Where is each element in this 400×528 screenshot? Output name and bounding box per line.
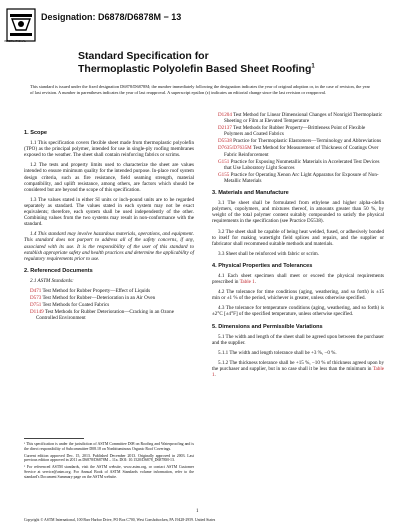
table-1-link[interactable]: Table 1 <box>239 279 255 286</box>
reference-code-link[interactable]: D1149 <box>30 309 44 316</box>
section-4-title: 4. Physical Properties and Tolerances <box>212 262 313 269</box>
reference-text: Test Method for Rubber—Deterioration in an Air Oven <box>42 295 156 302</box>
right-column <box>212 112 384 382</box>
reference-text: Test Method for Measurement of Thickness of Coatings Over Fabric Reinforcement <box>224 145 379 158</box>
section-5-title: 5. Dimensions and Permissible Variations <box>212 323 323 330</box>
reference-code-link[interactable]: D5538 <box>218 138 232 145</box>
paragraph-4-3: 4.3 The tolerance for temperature conditions (aging, weathering, and so forth) is ±2°C [±4°F] of the specified temperature, unless otherwise specified. <box>212 305 384 318</box>
astm-logo-icon <box>6 8 36 42</box>
paragraph-5-1-2-end: . <box>214 372 216 379</box>
paragraph-2-1: 2.1 ASTM Standards: <box>30 277 74 284</box>
reference-item[interactable] <box>218 159 384 171</box>
footnotes <box>24 442 194 482</box>
title-text: Thermoplastic Polyolefin Based Sheet Roofing <box>78 63 312 75</box>
copyright-line: Copyright © ASTM International, 100 Barr Harbor Drive, PO Box C700, West Conshohocken, PA 19428-2959. United States <box>24 518 216 522</box>
reference-text: Practice for Exposing Nonmetallic Materials in Accelerated Test Devices that Use Laboratory Light Sources <box>224 158 380 171</box>
reference-text: Test Methods for Coated Fabrics <box>42 302 110 309</box>
reference-text: Practice for Operating Xenon Arc Light Apparatus for Exposure of Non-Metallic Materials <box>224 171 379 184</box>
reference-text: Practice for Thermoplastic Elastomers—Terminology and Abbreviations <box>233 138 382 145</box>
reference-code-link[interactable]: D1204 <box>218 112 232 118</box>
paragraph-1-2: 1.2 The tests and property limits used to characterize the sheet are values intended to ensure minimum quality for the intended purpose. In-place roof system design criteria, such as fire resistance, field seaming strength, material compatibility, and uplift resistance, among others, are factors which should be considered but are beyond the scope of this specification. <box>24 162 194 193</box>
reference-code-link[interactable]: D2137 <box>218 125 232 132</box>
section-2-title: 2. Referenced Documents <box>24 267 93 274</box>
footnote-1b: Current edition approved Dec. 15, 2013. Published December 2013. Originally approved in 2003. Last previous edition approved in 2011 as D6878/D6878M – 11a. DOI: 10.1520/D6878_D6878M-13. <box>24 453 194 463</box>
paragraph-5-1-1: 5.1.1 The width and length tolerance shall be +3 %, −0 %. <box>218 349 337 356</box>
reference-text: Test Method for Rubber Property—Effect of Liquids <box>42 287 151 294</box>
reference-text: Test Methods for Rubber Property—Brittleness Point of Flexible Polymers and Coated Fabrics <box>224 125 366 138</box>
title-footnote-mark: 1 <box>311 63 315 70</box>
reference-item[interactable] <box>218 138 384 144</box>
paragraph-1-3: 1.3 The values stated in either SI units or inch-pound units are to be regarded separately as standard. The values stated in each system may not be exact equivalents; therefore, each system shall be used independently of the other. Combining values from the two systems may result in non-conformance with the standard. <box>24 196 194 228</box>
left-column <box>24 124 194 322</box>
reference-code-link[interactable]: D7635/D7635M <box>218 145 252 152</box>
reference-item[interactable] <box>218 172 384 184</box>
paragraph-4-2: 4.2 The tolerance for time conditions (aging, weathering, and so forth) is ±15 min or ±1 % of the period, whichever is greater, unless otherwise specified. <box>212 289 384 302</box>
title-line-2 <box>78 63 315 75</box>
reference-item[interactable] <box>30 302 194 308</box>
paragraph-3-1: 3.1 The sheet shall be formulated from ethylene and higher alpha-olefin polymers, copolymers, and mixtures thereof, in amounts greater than 50 %, by weight of the total polymer content suitably compounded to satisfy the physical requirements in the specification (see Practice D5538). <box>212 200 384 225</box>
issuance-note: This standard is issued under the fixed designation D6878/D6878M; the number immediately following the designation indicates the year of original adoption or, in the case of revision, the year of last revision. A number in parentheses indicates the year of last reapproval. A superscript epsilon (ε) indicates an editorial change since the last revision or reapproval. <box>30 84 370 95</box>
paragraph-1-4: 1.4 This standard may involve hazardous materials, operations, and equipment. This standard does not purport to address all of the safety concerns, if any, associated with its use. It is the responsibility of the user of this standard to establish appropriate safety and health practices and determine the applicability of regulatory requirements prior to use. <box>24 231 194 262</box>
paragraph-3-3: 3.3 Sheet shall be reinforced with fabric or scrim. <box>218 250 319 257</box>
reference-item[interactable] <box>218 125 384 137</box>
footnote-2: ² For referenced ASTM standards, visit the ASTM website, www.astm.org, or contact ASTM Customer Service at service@astm.org. For Annual Book of ASTM Standards volume information, refer to the standard's Document Summary page on the ASTM website. <box>24 465 194 479</box>
paragraph-5-1-2-text: 5.1.2 The thickness tolerance shall be +15 %, −10 % of thickness agreed upon by the purchaser and supplier, but in no case shall it be less than the minimum in <box>212 359 384 372</box>
logo-caption: INTERNATIONAL <box>4 40 26 43</box>
reference-item[interactable] <box>30 288 194 294</box>
reference-item[interactable] <box>30 309 194 321</box>
footnote-divider <box>24 438 84 439</box>
page-number: 1 <box>196 509 199 514</box>
reference-item[interactable] <box>218 145 384 157</box>
reference-item[interactable] <box>218 112 384 124</box>
table-1-link[interactable]: Table 1 <box>212 366 384 379</box>
paragraph-1-1: 1.1 This specification covers flexible sheet made from thermoplastic polyolefin (TPO) as the principal polymer, intended for use in single-ply roofing membranes exposed to the weather. The sheet shall contain reinforcing fabrics or scrims. <box>24 140 194 159</box>
paragraph-4-1-text: 4.1 Each sheet specimen shall meet or exceed the physical requirements prescribed in <box>212 272 384 286</box>
paragraph-5-1-2 <box>212 360 384 378</box>
section-1-title: 1. Scope <box>24 130 48 136</box>
paragraph-3-2: 3.2 The sheet shall be capable of being heat welded, fused, or adhesively bonded to itself for making watertight field splices and repairs, and the supplier or fabricator shall recommend suitable methods and materials. <box>212 228 384 247</box>
reference-text: Test Methods for Rubber Deterioration—Cracking in an Ozone Controlled Environment <box>36 309 174 322</box>
reference-code-link[interactable]: D471 <box>30 287 42 294</box>
designation: Designation: D6878/D6878M − 13 <box>41 12 182 22</box>
reference-code-link[interactable]: D573 <box>30 295 42 302</box>
reference-code-link[interactable]: G151 <box>218 158 230 165</box>
reference-item[interactable] <box>30 295 194 301</box>
reference-code-link[interactable]: D751 <box>30 302 42 309</box>
paragraph-5-1: 5.1 The width and length of the sheet shall be agreed upon between the purchaser and the supplier. <box>212 333 384 346</box>
title-line-1: Standard Specification for <box>78 50 209 62</box>
section-3-title: 3. Materials and Manufacture <box>212 190 289 197</box>
footnote-1: ¹ This specification is under the jurisdiction of ASTM Committee D08 on Roofing and Waterproofing and is the direct responsibility of Subcommittee D08.18 on Nonbituminous Organic Roof Coverings. <box>24 442 194 451</box>
paragraph-4-1 <box>212 273 384 285</box>
paragraph-4-1-end: . <box>254 279 256 286</box>
reference-code-link[interactable]: G155 <box>218 171 230 178</box>
reference-text: Test Method for Linear Dimensional Changes of Nonrigid Thermoplastic Sheeting or Film at Elevated Temperature <box>224 112 383 125</box>
